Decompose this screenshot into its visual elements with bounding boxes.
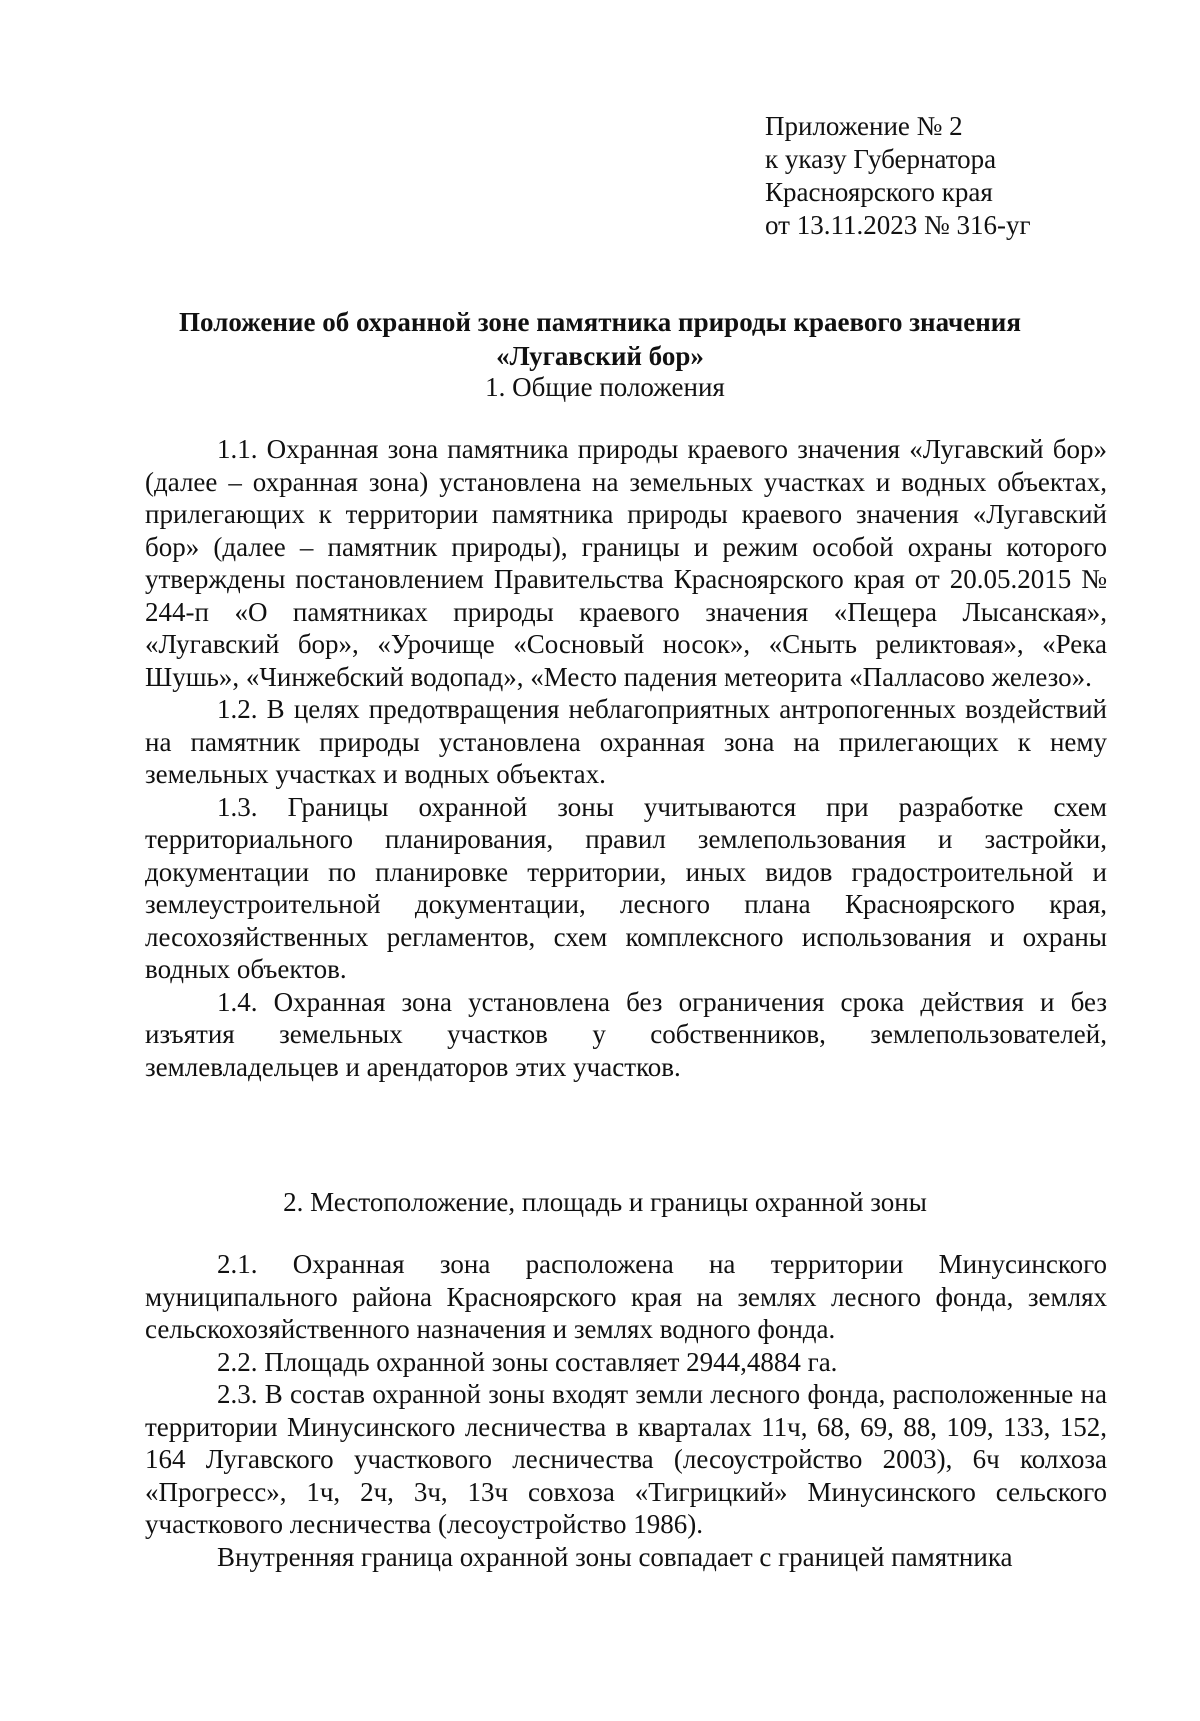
- appendix-line-number: Приложение № 2: [765, 111, 963, 141]
- section-1-body: [145, 433, 1107, 1083]
- paragraph-2-4: Внутренняя граница охранной зоны совпадает с границей памятника: [217, 1541, 1013, 1572]
- document-title: [140, 305, 1060, 373]
- paragraph-1-3: 1.3. Границы охранной зоны учитываются при разработке схем территориального планирования, правил землепользования и застройки, документации по планировке территории, иных видов градостроительной и землеустроительной документации, лесного плана Красноярского края, лесохозяйственных регламентов, схем комплексного использования и охраны водных объектов.: [145, 791, 1107, 984]
- appendix-line-date: от 13.11.2023 № 316-уг: [765, 210, 1031, 240]
- section-2-body: [145, 1248, 1107, 1573]
- appendix-block: [765, 110, 1031, 242]
- document-title-line-2: «Лугавский бор»: [496, 341, 704, 371]
- appendix-line-decree: к указу Губернатора: [765, 144, 997, 174]
- paragraph-1-4: 1.4. Охранная зона установлена без ограничения срока действия и без изъятия земельных участков у собственников, землепользователей, землевладельцев и арендаторов этих участков.: [145, 986, 1107, 1082]
- section-1-heading: 1. Общие положения: [485, 372, 725, 402]
- document-title-line-1: Положение об охранной зоне памятника природы краевого значения: [179, 307, 1021, 337]
- paragraph-2-1: 2.1. Охранная зона расположена на территории Минусинского муниципального района Красноярского края на землях лесного фонда, землях сельскохозяйственного назначения и землях водного фонда.: [145, 1249, 1107, 1344]
- paragraph-2-2: 2.2. Площадь охранной зоны составляет 2944,4884 га.: [217, 1346, 838, 1377]
- section-2-heading: 2. Местоположение, площадь и границы охранной зоны: [283, 1187, 927, 1217]
- appendix-line-region: Красноярского края: [765, 177, 993, 207]
- paragraph-1-2: 1.2. В целях предотвращения неблагоприятных антропогенных воздействий на памятник природы установлена охранная зона на прилегающих к нему земельных участках и водных объектах.: [145, 694, 1107, 789]
- paragraph-2-3: 2.3. В состав охранной зоны входят земли лесного фонда, расположенные на территории Минусинского лесничества в кварталах 11ч, 68, 69, 88, 109, 133, 152, 164 Лугавского участкового лесничества (лесоустройство 2003), 6ч колхоза «Прогресс», 1ч, 2ч, 3ч, 13ч совхоза «Тигрицкий» Минусинского сельского участкового лесничества (лесоустройство 1986).: [145, 1379, 1107, 1539]
- paragraph-1-1: 1.1. Охранная зона памятника природы краевого значения «Лугавский бор» (далее – охранная зона) установлена на земельных участках и водных объектах, прилегающих к территории памятника природы краевого значения «Лугавский бор» (далее – памятник природы), границы и режим особой охраны которого утверждены постановлением Правительства Красноярского края от 20.05.2015 № 244-п «О памятниках природы краевого значения «Пещера Лысанская», «Лугавский бор», «Урочище «Сосновый носок», «Сныть реликтовая», «Река Шушь», «Чинжебский водопад», «Место падения метеорита «Палласово железо».: [145, 434, 1107, 692]
